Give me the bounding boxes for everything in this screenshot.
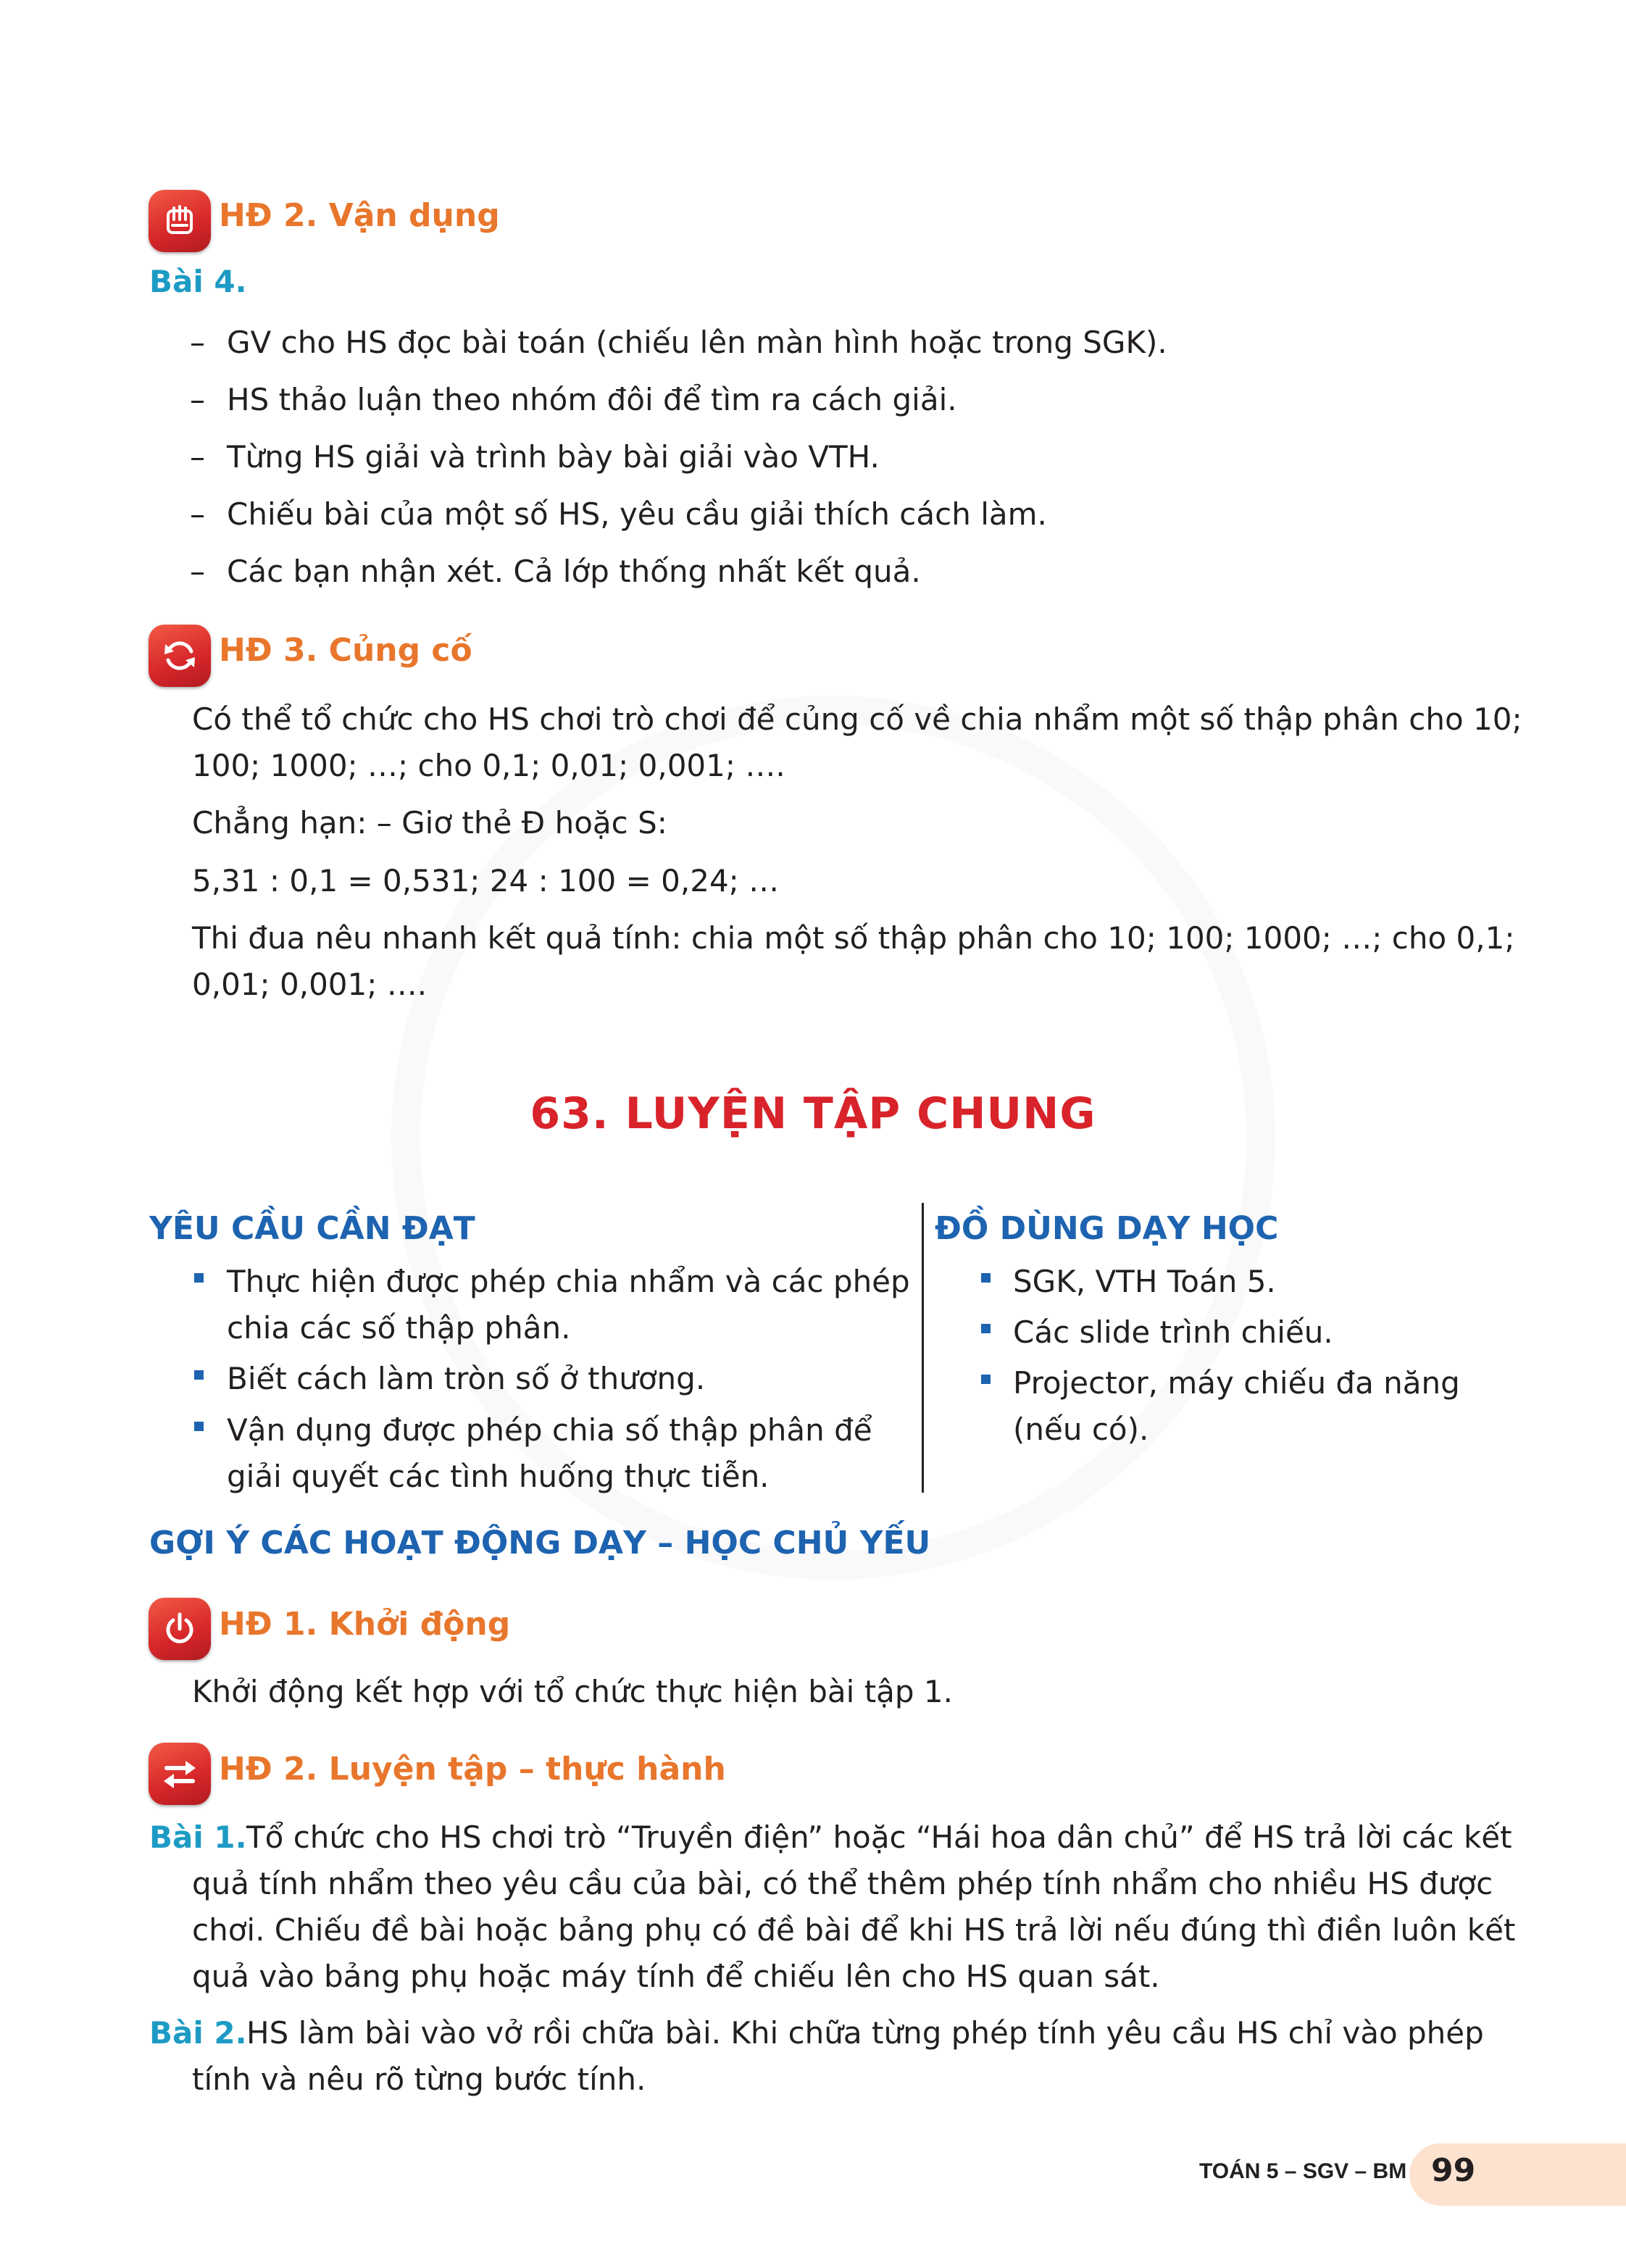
bullet-text: SGK, VTH Toán 5. <box>1013 1264 1276 1299</box>
footer-book-title: TOÁN 5 – SGV – BM <box>1199 2159 1407 2183</box>
column-divider <box>922 1203 924 1493</box>
paragraph-line: Khởi động kết hợp với tổ chức thực hiện bài tập 1. <box>192 1674 953 1709</box>
bai2-label: Bài 2. <box>149 2015 247 2051</box>
list-item: GV cho HS đọc bài toán (chiếu lên màn hình hoặc trong SGK). <box>227 325 1167 360</box>
bullet-square <box>981 1375 991 1384</box>
bullet-square <box>194 1370 204 1380</box>
section-title: 63. LUYỆN TẬP CHUNG <box>530 1088 1096 1139</box>
bullet-square <box>194 1422 204 1431</box>
paragraph-line: tính và nêu rõ từng bước tính. <box>192 2061 646 2097</box>
bullet-square <box>981 1324 991 1333</box>
hd3-cung-co-title: HĐ 3. Củng cố <box>219 632 472 669</box>
paragraph-line: Chẳng hạn: – Giơ thẻ Đ hoặc S: <box>192 805 667 841</box>
fist-icon <box>149 190 211 252</box>
paragraph-line: Có thể tổ chức cho HS chơi trò chơi để củng cố về chia nhẩm một số thập phân cho 10; <box>192 701 1522 737</box>
list-item: Các bạn nhận xét. Cả lớp thống nhất kết quả. <box>227 554 921 589</box>
paragraph-line: 0,01; 0,001; …. <box>192 967 428 1002</box>
list-dash: – <box>190 382 205 417</box>
bullet-text: Vận dụng được phép chia số thập phân để <box>227 1412 872 1448</box>
bullet-square <box>981 1273 991 1283</box>
refresh-icon <box>149 625 211 687</box>
bullet-text: Thực hiện được phép chia nhẩm và các phép <box>227 1264 910 1299</box>
paragraph-line: chơi. Chiếu đề bài hoặc bảng phụ có đề bài để khi HS trả lời nếu đúng thì điền luôn kết <box>192 1912 1516 1948</box>
bullet-text: (nếu có). <box>1013 1412 1149 1447</box>
paragraph-line: HS làm bài vào vở rồi chữa bài. Khi chữa từng phép tính yêu cầu HS chỉ vào phép <box>246 2015 1484 2051</box>
goi-y-heading: GỢI Ý CÁC HOẠT ĐỘNG DẠY – HỌC CHỦ YẾU <box>149 1525 931 1562</box>
bai4-label: Bài 4. <box>149 264 247 299</box>
bullet-text: Biết cách làm tròn số ở thương. <box>227 1361 706 1396</box>
bullet-text: chia các số thập phân. <box>227 1310 571 1346</box>
bullet-text: Projector, máy chiếu đa năng <box>1013 1365 1460 1401</box>
paragraph-line: quả tính nhẩm theo yêu cầu của bài, có thể thêm phép tính nhẩm cho nhiều HS được <box>192 1866 1493 1901</box>
paragraph-line: 5,31 : 0,1 = 0,531; 24 : 100 = 0,24; … <box>192 863 780 899</box>
list-item: Từng HS giải và trình bày bài giải vào VTH. <box>227 439 880 475</box>
swap-arrows-icon <box>149 1743 211 1805</box>
do-dung-heading: ĐỒ DÙNG DẠY HỌC <box>935 1210 1279 1247</box>
paragraph-line: 100; 1000; …; cho 0,1; 0,01; 0,001; …. <box>192 748 785 783</box>
list-item: HS thảo luận theo nhóm đôi để tìm ra cách giải. <box>227 382 957 417</box>
yeu-cau-heading: YÊU CẦU CẦN ĐẠT <box>149 1210 475 1247</box>
paragraph-line: quả vào bảng phụ hoặc máy tính để chiếu lên cho HS quan sát. <box>192 1959 1160 1994</box>
page-number: 99 <box>1431 2152 1476 2189</box>
power-icon <box>149 1598 211 1660</box>
hd1-khoi-dong-title: HĐ 1. Khởi động <box>219 1606 511 1643</box>
hd2-van-dung-title: HĐ 2. Vận dụng <box>219 197 500 234</box>
list-dash: – <box>190 554 205 589</box>
bullet-square <box>194 1273 204 1283</box>
list-item: Chiếu bài của một số HS, yêu cầu giải thích cách làm. <box>227 496 1047 532</box>
hd2-luyen-tap-title: HĐ 2. Luyện tập – thực hành <box>219 1751 726 1788</box>
paragraph-line: Tổ chức cho HS chơi trò “Truyền điện” hoặc “Hái hoa dân chủ” để HS trả lời các kết <box>246 1819 1512 1855</box>
list-dash: – <box>190 439 205 475</box>
paragraph-line: Thi đua nêu nhanh kết quả tính: chia một số thập phân cho 10; 100; 1000; …; cho 0,1; <box>192 920 1515 956</box>
bai1-label: Bài 1. <box>149 1819 247 1855</box>
bullet-text: Các slide trình chiếu. <box>1013 1314 1333 1350</box>
list-dash: – <box>190 325 205 360</box>
list-dash: – <box>190 496 205 532</box>
bullet-text: giải quyết các tình huống thực tiễn. <box>227 1459 770 1494</box>
